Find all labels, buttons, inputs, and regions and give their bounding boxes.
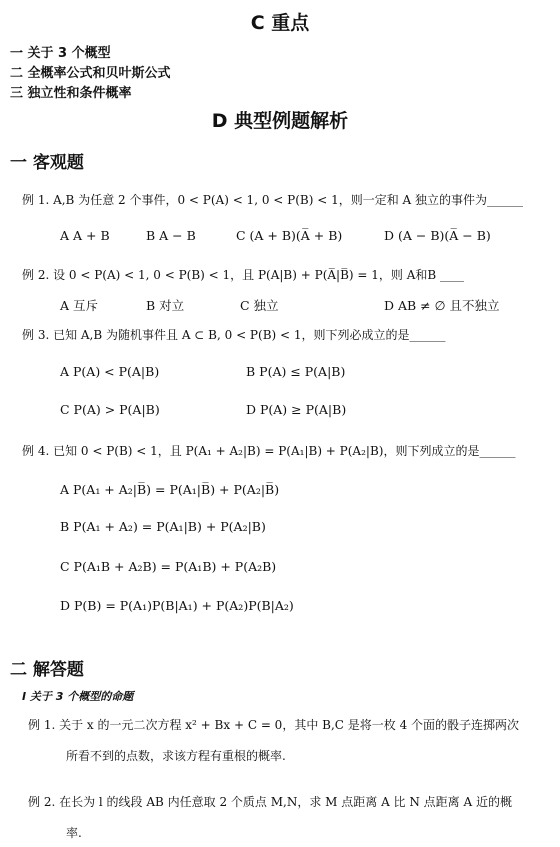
key-point-2: 二 全概率公式和贝叶斯公式: [10, 66, 171, 81]
key-point-3: 三 独立性和条件概率: [10, 86, 132, 101]
q4-option-a: A P(A₁ + A₂|B̅) = P(A₁|B̅) + P(A₂|B̅): [60, 482, 280, 497]
q3-option-d: D P(A) ≥ P(A|B): [246, 402, 347, 417]
answer-heading: 二 解答题: [10, 660, 84, 680]
q3-stem: 例 3. 已知 A,B 为随机事件且 A ⊂ B, 0 < P(B) < 1，则下列必成立的是______: [22, 328, 446, 342]
q2-option-b: B 对立: [146, 298, 185, 313]
q3-option-a: A P(A) < P(A|B): [60, 364, 160, 379]
section-d-title: D 典型例题解析: [211, 110, 349, 132]
q4-stem: 例 4. 已知 0 < P(B) < 1，且 P(A₁ + A₂|B) = P(A₁|B) + P(A₂|B)，则下列成立的是______: [22, 444, 516, 458]
answer-q1-line-1: 例 1. 关于 x 的一元二次方程 x² + Bx + C = 0，其中 B,C 是将一枚 4 个面的骰子连掷两次: [28, 718, 520, 732]
q3-option-c: C P(A) > P(A|B): [60, 402, 160, 417]
q4-option-d: D P(B) = P(A₁)P(B|A₁) + P(A₂)P(B|A₂): [60, 598, 294, 613]
q1-option-b: B A − B: [146, 228, 196, 243]
q1-option-a: A A + B: [60, 228, 110, 243]
section-c-title: C 重点: [250, 12, 310, 34]
answer-q2-line-1: 例 2. 在长为 l 的线段 AB 内任意取 2 个质点 M,N，求 M 点距离 A 比 N 点距离 A 近的概: [28, 795, 512, 809]
q2-stem: 例 2. 设 0 < P(A) < 1, 0 < P(B) < 1，且 P(A|B) + P(A̅|B̅) = 1，则 A和B ____: [22, 268, 465, 282]
objective-heading: 一 客观题: [10, 153, 84, 173]
answer-q1-line-2: 所看不到的点数，求该方程有重根的概率.: [66, 749, 286, 763]
answer-q2-line-2: 率.: [66, 826, 82, 840]
q3-option-b: B P(A) ≤ P(A|B): [246, 364, 346, 379]
q4-option-b: B P(A₁ + A₂) = P(A₁|B) + P(A₂|B): [60, 519, 266, 534]
q2-option-d: D AB ≠ ∅ 且不独立: [384, 298, 500, 313]
q2-option-a: A 互斥: [60, 298, 99, 313]
q2-option-c: C 独立: [240, 298, 279, 313]
q1-stem: 例 1. A,B 为任意 2 个事件，0 < P(A) < 1, 0 < P(B) < 1，则一定和 A 独立的事件为______: [22, 193, 524, 207]
answer-subheading: Ⅰ 关于 3 个概型的命题: [22, 690, 134, 703]
q1-option-d: D (A − B)(A̅ − B): [384, 228, 491, 243]
key-point-1: 一 关于 3 个概型: [10, 46, 111, 61]
q4-option-c: C P(A₁B + A₂B) = P(A₁B) + P(A₂B): [60, 559, 277, 574]
q1-option-c: C (A + B)(A̅ + B): [236, 228, 343, 243]
